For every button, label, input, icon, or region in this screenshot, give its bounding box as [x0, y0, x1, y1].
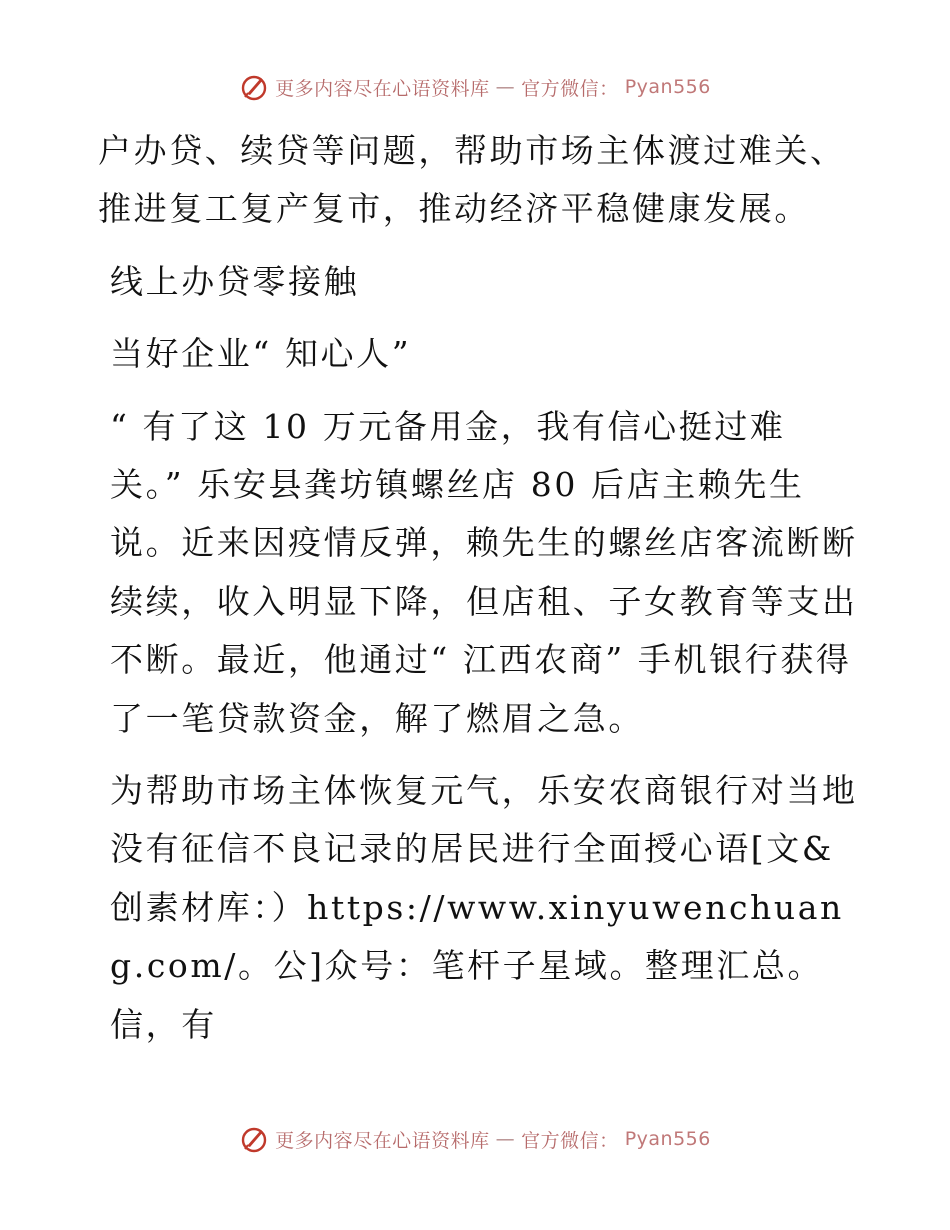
document-body: [98, 122, 858, 1054]
watermark-separator: —: [495, 1128, 516, 1150]
watermark-main-text: 更多内容尽在心语资料库: [275, 1129, 490, 1152]
watermark-handle: Pyan556: [624, 1128, 711, 1150]
watermark-official-label: 官方微信：: [521, 77, 619, 100]
paragraph-1: 户办贷、续贷等问题，帮助市场主体渡过难关、推进复工复产复市，推动经济平稳健康发展。: [98, 131, 846, 229]
section-heading-2: 当好企业“ 知心人”: [110, 334, 412, 374]
quill-logo-icon: [239, 72, 269, 102]
quill-logo-icon: [239, 1124, 269, 1154]
paragraph-3: 为帮助市场主体恢复元气，乐安农商银行对当地没有征信不良记录的居民进行全面授心语[文&创素材库：）https://www.xinyuwenchuang.com/。公]众号：笔杆子星域。整理汇总。信，有: [110, 771, 858, 1044]
watermark-separator: —: [495, 76, 516, 98]
footer-watermark: [0, 1124, 950, 1154]
watermark-main-text: 更多内容尽在心语资料库: [275, 77, 490, 100]
watermark-handle: Pyan556: [624, 76, 711, 98]
paragraph-2: “ 有了这 10 万元备用金，我有信心挺过难关。” 乐安县龚坊镇螺丝店 80 后店主赖先生说。近来因疫情反弹，赖先生的螺丝店客流断断续续，收入明显下降，但店租、子女教育等支出不断。最近，他通过“ 江西农商” 手机银行获得了一笔贷款资金，解了燃眉之急。: [110, 406, 858, 738]
header-watermark: [0, 72, 950, 102]
watermark-official-label: 官方微信：: [521, 1129, 619, 1152]
section-heading-1: 线上办贷零接触: [110, 261, 360, 301]
